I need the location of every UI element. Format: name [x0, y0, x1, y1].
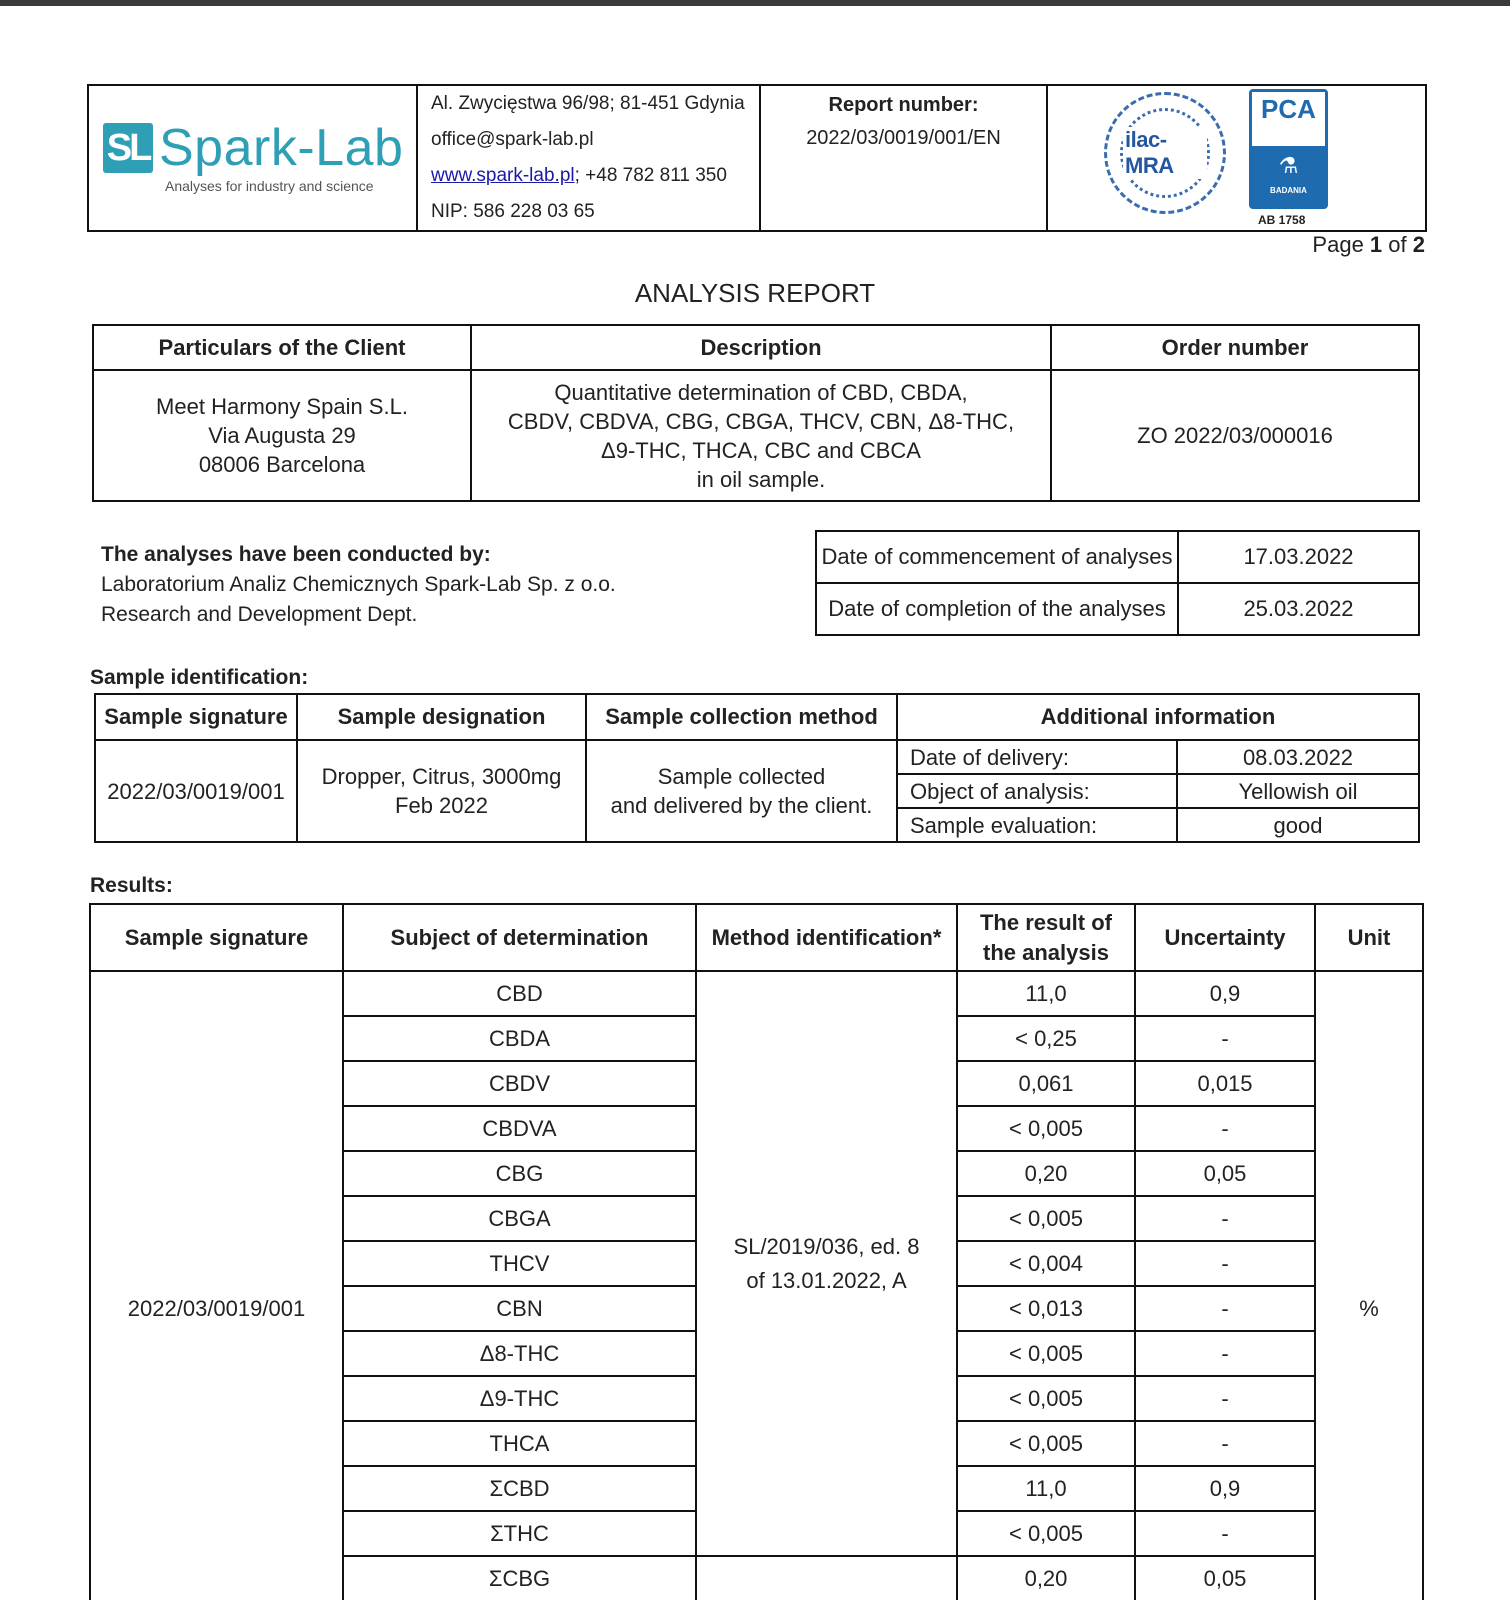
result-cell: 11,0 [957, 971, 1135, 1016]
sample-section-label: Sample identification: [90, 666, 309, 689]
unit-cell: % [1315, 971, 1423, 1600]
description: Quantitative determination of CBD, CBDA, CBDV, CBDVA, CBG, CBGA, THCV, CBN, Δ8-THC, Δ9-THC, THCA, CBC and CBCA in oil sample. [471, 370, 1051, 501]
client-header: Particulars of the Client [93, 325, 471, 370]
method-identification-continued [696, 1556, 957, 1600]
commencement-date: 17.03.2022 [1178, 531, 1419, 583]
subject-cell: CBDV [343, 1061, 696, 1106]
client-particulars: Meet Harmony Spain S.L. Via Augusta 29 08006 Barcelona [93, 370, 471, 501]
collection-method: Sample collected and delivered by the client. [586, 740, 897, 842]
accreditation-cell [1047, 85, 1426, 231]
order-header: Order number [1051, 325, 1419, 370]
sample-signature: 2022/03/0019/001 [95, 740, 297, 842]
commencement-label: Date of commencement of analyses [816, 531, 1178, 583]
logo-text: Spark-Lab [159, 119, 404, 177]
client-table [92, 324, 1420, 502]
uncertainty-cell: - [1135, 1106, 1315, 1151]
uncertainty-cell: 0,015 [1135, 1061, 1315, 1106]
res-signature-header: Sample signature [90, 904, 343, 971]
table-row [90, 971, 1423, 1016]
uncertainty-cell: - [1135, 1331, 1315, 1376]
result-cell: < 0,005 [957, 1421, 1135, 1466]
object-value: Yellowish oil [1177, 774, 1419, 808]
conducted-heading: The analyses have been conducted by: [101, 543, 491, 566]
ilac-mra-seal-icon [1104, 92, 1226, 214]
sample-signature-header: Sample signature [95, 694, 297, 740]
results-section-label: Results: [90, 874, 173, 897]
uncertainty-cell: - [1135, 1016, 1315, 1061]
results-sample-signature: 2022/03/0019/001 [90, 971, 343, 1600]
result-cell: < 0,005 [957, 1196, 1135, 1241]
subject-cell: ΣCBD [343, 1466, 696, 1511]
completion-label: Date of completion of the analyses [816, 583, 1178, 635]
order-number: ZO 2022/03/000016 [1051, 370, 1419, 501]
subject-cell: CBN [343, 1286, 696, 1331]
subject-cell: Δ9-THC [343, 1376, 696, 1421]
uncertainty-cell: 0,9 [1135, 1466, 1315, 1511]
method-header: Method identification* [696, 904, 957, 971]
uncertainty-cell: - [1135, 1196, 1315, 1241]
subject-cell: ΣCBG [343, 1556, 696, 1600]
uncertainty-cell: - [1135, 1286, 1315, 1331]
method-identification: SL/2019/036, ed. 8 of 13.01.2022, A [696, 971, 957, 1556]
result-cell: < 0,25 [957, 1016, 1135, 1061]
completion-date: 25.03.2022 [1178, 583, 1419, 635]
description-header: Description [471, 325, 1051, 370]
result-cell: < 0,005 [957, 1511, 1135, 1556]
uncertainty-cell: 0,05 [1135, 1556, 1315, 1600]
uncertainty-cell: 0,05 [1135, 1151, 1315, 1196]
result-header: The result of the analysis [957, 904, 1135, 971]
subject-cell: CBDVA [343, 1106, 696, 1151]
report-number-label: Report number: [828, 94, 979, 116]
evaluation-label: Sample evaluation: [897, 808, 1177, 842]
result-cell: 0,20 [957, 1151, 1135, 1196]
conducted-by [101, 540, 616, 630]
subject-cell: CBDA [343, 1016, 696, 1061]
collection-method-header: Sample collection method [586, 694, 897, 740]
results-table [89, 903, 1424, 1600]
subject-cell: THCV [343, 1241, 696, 1286]
delivery-date-label: Date of delivery: [897, 740, 1177, 774]
sample-designation: Dropper, Citrus, 3000mg Feb 2022 [297, 740, 586, 842]
ilac-text: ilac-MRA [1123, 127, 1207, 179]
result-cell: < 0,005 [957, 1331, 1135, 1376]
subject-cell: THCA [343, 1421, 696, 1466]
dates-table [815, 530, 1420, 636]
logo-cell [88, 85, 417, 231]
subject-header: Subject of determination [343, 904, 696, 971]
address: Al. Zwycięstwa 96/98; 81-451 Gdynia [431, 93, 745, 114]
spark-lab-logo [103, 119, 416, 177]
phone: ; +48 782 811 350 [574, 165, 727, 186]
result-cell: 11,0 [957, 1466, 1135, 1511]
result-cell: < 0,005 [957, 1106, 1135, 1151]
conducted-dept: Research and Development Dept. [101, 603, 418, 626]
page-indicator: Page 1 of 2 [1312, 232, 1425, 257]
subject-cell: ΣTHC [343, 1511, 696, 1556]
pca-bottom-text: BADANIA [1270, 186, 1307, 195]
sample-designation-header: Sample designation [297, 694, 586, 740]
viewer-top-bar [0, 0, 1510, 6]
email: office@spark-lab.pl [431, 129, 594, 150]
additional-info-header: Additional information [897, 694, 1419, 740]
evaluation-value: good [1177, 808, 1419, 842]
page-title: ANALYSIS REPORT [634, 278, 876, 308]
object-label: Object of analysis: [897, 774, 1177, 808]
report-number: 2022/03/0019/001/EN [806, 127, 1001, 149]
website-link[interactable]: www.spark-lab.pl [431, 165, 575, 186]
logo-tagline: Analyses for industry and science [165, 178, 374, 194]
nip: NIP: 586 228 03 65 [431, 201, 595, 222]
report-header [87, 84, 1427, 232]
logo-mark-icon: SL [103, 123, 153, 173]
result-cell: < 0,005 [957, 1376, 1135, 1421]
uncertainty-cell: - [1135, 1376, 1315, 1421]
pca-text: PCA [1252, 92, 1325, 130]
uncertainty-cell: - [1135, 1241, 1315, 1286]
contact-cell [417, 85, 760, 231]
uncertainty-cell: - [1135, 1511, 1315, 1556]
report-number-cell [760, 85, 1047, 231]
result-cell: < 0,013 [957, 1286, 1135, 1331]
delivery-date: 08.03.2022 [1177, 740, 1419, 774]
uncertainty-cell: - [1135, 1421, 1315, 1466]
subject-cell: CBG [343, 1151, 696, 1196]
conducted-lab: Laboratorium Analiz Chemicznych Spark-Lab Sp. z o.o. [101, 573, 616, 596]
pca-code: AB 1758 [1258, 213, 1306, 227]
pca-accreditation-icon [1249, 89, 1328, 209]
result-cell: 0,20 [957, 1556, 1135, 1600]
uncertainty-cell: 0,9 [1135, 971, 1315, 1016]
result-cell: < 0,004 [957, 1241, 1135, 1286]
result-cell: 0,061 [957, 1061, 1135, 1106]
flask-icon: ⚗ [1278, 153, 1299, 178]
subject-cell: Δ8-THC [343, 1331, 696, 1376]
subject-cell: CBD [343, 971, 696, 1016]
sample-table [94, 693, 1420, 843]
subject-cell: CBGA [343, 1196, 696, 1241]
uncertainty-header: Uncertainty [1135, 904, 1315, 971]
unit-header: Unit [1315, 904, 1423, 971]
